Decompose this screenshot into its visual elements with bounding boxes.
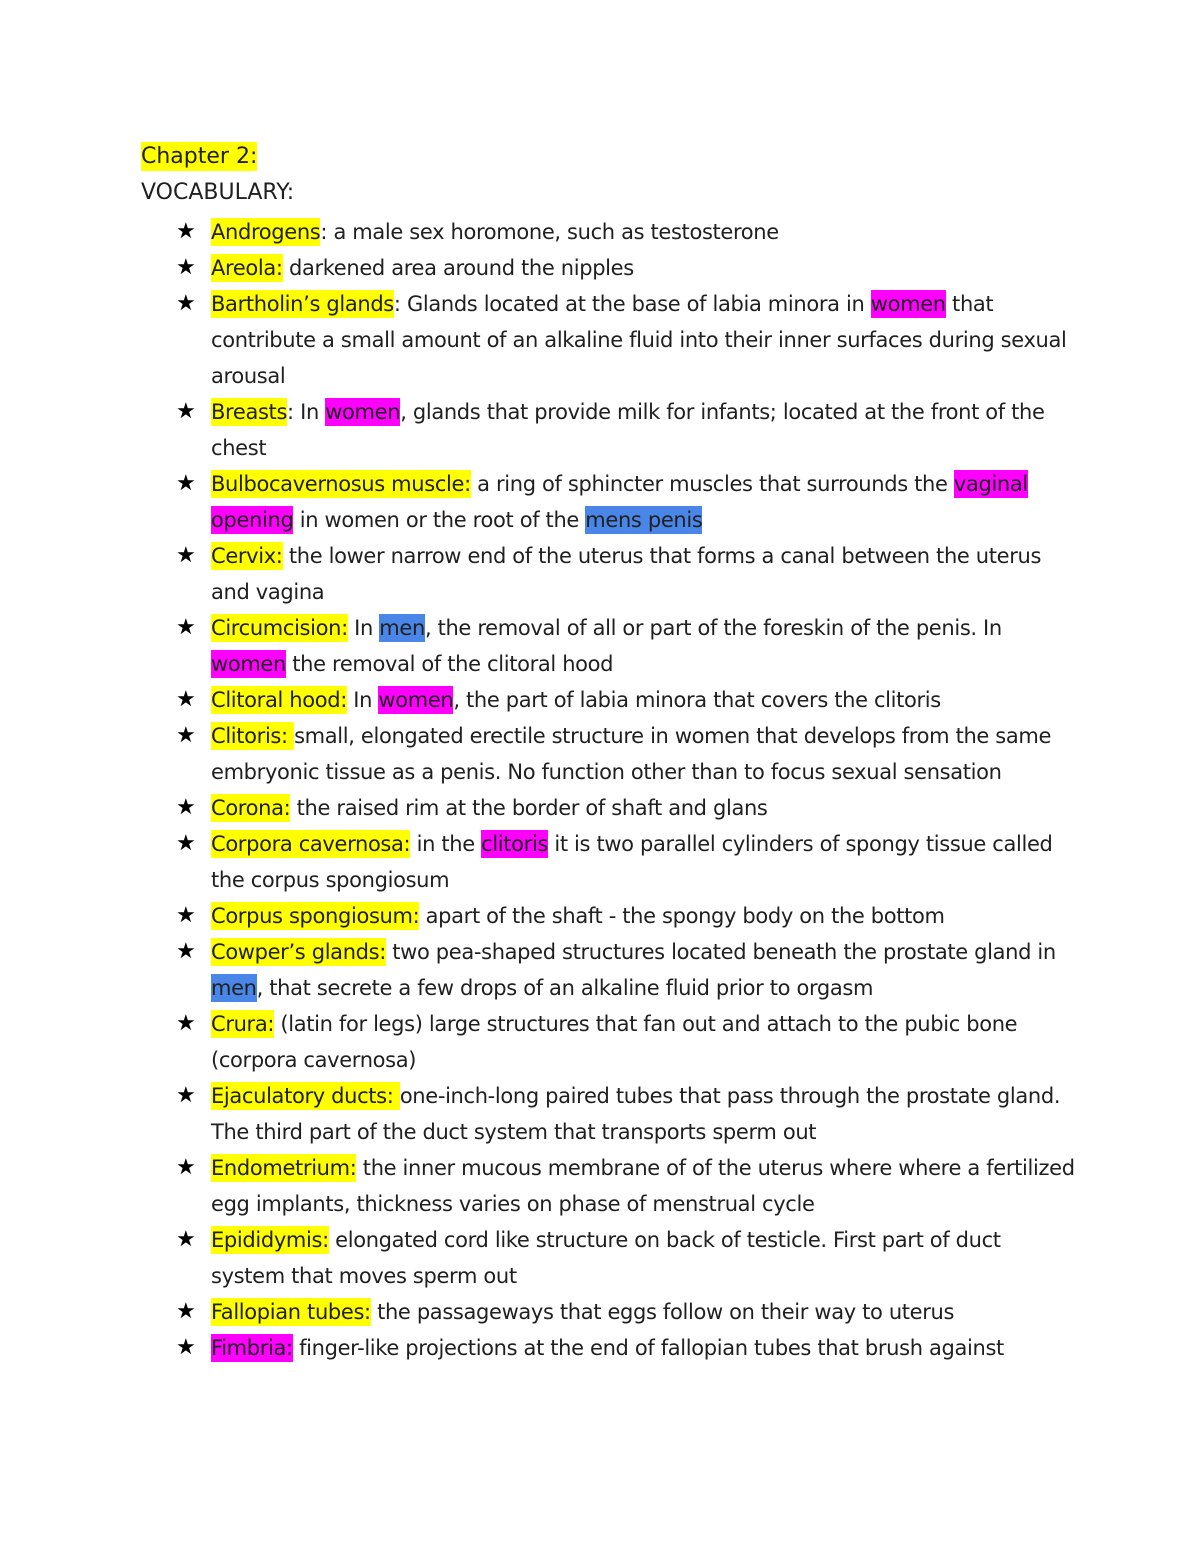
definition-text: : In	[287, 400, 326, 424]
definition-text: the lower narrow end of the uterus that forms a canal between the uterus and vagina	[211, 544, 1042, 604]
highlighted-text: women	[211, 652, 286, 676]
highlighted-text: vaginal opening	[211, 472, 1028, 532]
star-bullet-icon: ★	[176, 903, 196, 928]
vocab-item	[176, 718, 1076, 790]
vocab-term: Fallopian tubes:	[211, 1300, 371, 1324]
vocab-term: Areola:	[211, 256, 283, 280]
vocab-term: Endometrium:	[211, 1156, 357, 1180]
star-bullet-icon: ★	[176, 399, 196, 424]
highlighted-text: men	[379, 616, 425, 640]
vocab-term: Corpus spongiosum:	[211, 904, 420, 928]
vocab-term: Epididymis:	[211, 1228, 329, 1252]
vocab-item	[176, 214, 1076, 250]
definition-text: in women or the root of the	[293, 508, 586, 532]
highlighted-text: men	[211, 976, 257, 1000]
definition-text: that contribute a small amount of an alkaline fluid into their inner surfaces during sexual arousal	[211, 292, 1067, 388]
highlighted-text: women	[378, 688, 454, 712]
vocab-term: Crura:	[211, 1012, 275, 1036]
definition-text: one-inch-long paired tubes that pass through the prostate gland. The third part of the duct system that transports sperm out	[211, 1084, 1061, 1144]
definition-text: (latin for legs) large structures that fan out and attach to the pubic bone (corpora cavernosa)	[211, 1012, 1018, 1072]
vocab-term: Cowper’s glands:	[211, 940, 386, 964]
star-bullet-icon: ★	[176, 1335, 196, 1360]
vocab-term: Androgens	[211, 220, 321, 244]
vocab-term: Corpora cavernosa:	[211, 832, 411, 856]
vocab-item	[176, 1078, 1076, 1150]
highlighted-text: women	[325, 400, 401, 424]
vocab-item	[176, 790, 1076, 826]
vocab-item	[176, 466, 1076, 538]
definition-text: apart of the shaft - the spongy body on the bottom	[419, 904, 945, 928]
definition-text: , that secrete a few drops of an alkaline fluid prior to orgasm	[256, 976, 874, 1000]
definition-text: : a male sex horomone, such as testosterone	[320, 220, 779, 244]
chapter-title	[141, 142, 257, 172]
definition-text: it is two parallel cylinders of spongy tissue called the corpus spongiosum	[211, 832, 1053, 892]
definition-text: the removal of the clitoral hood	[285, 652, 614, 676]
vocab-term: Circumcision:	[211, 616, 348, 640]
definition-text: in the	[410, 832, 482, 856]
star-bullet-icon: ★	[176, 291, 196, 316]
vocabulary-list	[176, 214, 1076, 1366]
star-bullet-icon: ★	[176, 1155, 196, 1180]
vocab-term: Bartholin’s glands	[211, 292, 394, 316]
vocab-item	[176, 682, 1076, 718]
vocab-item	[176, 1330, 1076, 1366]
star-bullet-icon: ★	[176, 219, 196, 244]
definition-text: two pea-shaped structures located beneath the prostate gland in	[385, 940, 1056, 964]
vocab-term: Clitoris:	[211, 724, 295, 748]
vocab-term: Fimbria:	[211, 1336, 293, 1360]
star-bullet-icon: ★	[176, 1011, 196, 1036]
definition-text: the passageways that eggs follow on their way to uterus	[370, 1300, 955, 1324]
vocab-item	[176, 286, 1076, 394]
vocab-term: Bulbocavernosus muscle:	[211, 472, 471, 496]
vocab-item	[176, 1150, 1076, 1222]
vocab-term: Cervix:	[211, 544, 283, 568]
vocab-item	[176, 394, 1076, 466]
star-bullet-icon: ★	[176, 471, 196, 496]
star-bullet-icon: ★	[176, 795, 196, 820]
vocab-item	[176, 610, 1076, 682]
highlighted-text: mens penis	[585, 508, 703, 532]
vocab-term: Ejaculatory ducts:	[211, 1084, 400, 1108]
star-bullet-icon: ★	[176, 1083, 196, 1108]
star-bullet-icon: ★	[176, 255, 196, 280]
vocab-item	[176, 1006, 1076, 1078]
definition-text: : Glands located at the base of labia minora in	[393, 292, 871, 316]
definition-text: , the part of labia minora that covers the clitoris	[453, 688, 941, 712]
vocab-item	[176, 538, 1076, 610]
star-bullet-icon: ★	[176, 687, 196, 712]
star-bullet-icon: ★	[176, 723, 196, 748]
definition-text: , glands that provide milk for infants; located at the front of the chest	[211, 400, 1045, 460]
definition-text: , the removal of all or part of the foreskin of the penis. In	[424, 616, 1002, 640]
star-bullet-icon: ★	[176, 543, 196, 568]
vocab-item	[176, 898, 1076, 934]
vocab-item	[176, 934, 1076, 1006]
definition-text: the inner mucous membrane of of the uterus where where a fertilized egg implants, thickness varies on phase of menstrual cycle	[211, 1156, 1075, 1216]
definition-text: finger-like projections at the end of fallopian tubes that brush against	[292, 1336, 1004, 1360]
definition-text: elongated cord like structure on back of testicle. First part of duct system that moves sperm out	[211, 1228, 1001, 1288]
vocab-item	[176, 826, 1076, 898]
definition-text: darkened area around the nipples	[282, 256, 634, 280]
vocab-item	[176, 250, 1076, 286]
definition-text: the raised rim at the border of shaft and glans	[290, 796, 768, 820]
definition-text: a ring of sphincter muscles that surrounds the	[470, 472, 954, 496]
star-bullet-icon: ★	[176, 615, 196, 640]
star-bullet-icon: ★	[176, 831, 196, 856]
star-bullet-icon: ★	[176, 939, 196, 964]
definition-text: small, elongated erectile structure in women that develops from the same embryonic tissue as a penis. No function other than to focus sexual sensation	[211, 724, 1052, 784]
definition-text: In	[346, 688, 379, 712]
vocab-term: Corona:	[211, 796, 291, 820]
highlighted-text: clitoris	[481, 832, 549, 856]
vocab-term: Clitoral hood:	[211, 688, 347, 712]
vocab-term: Breasts	[211, 400, 288, 424]
vocab-item	[176, 1294, 1076, 1330]
section-title: VOCABULARY:	[141, 180, 295, 205]
star-bullet-icon: ★	[176, 1299, 196, 1324]
highlighted-text: women	[870, 292, 946, 316]
vocab-item	[176, 1222, 1076, 1294]
star-bullet-icon: ★	[176, 1227, 196, 1252]
definition-text: In	[347, 616, 380, 640]
chapter-title-text: Chapter 2:	[141, 144, 258, 169]
